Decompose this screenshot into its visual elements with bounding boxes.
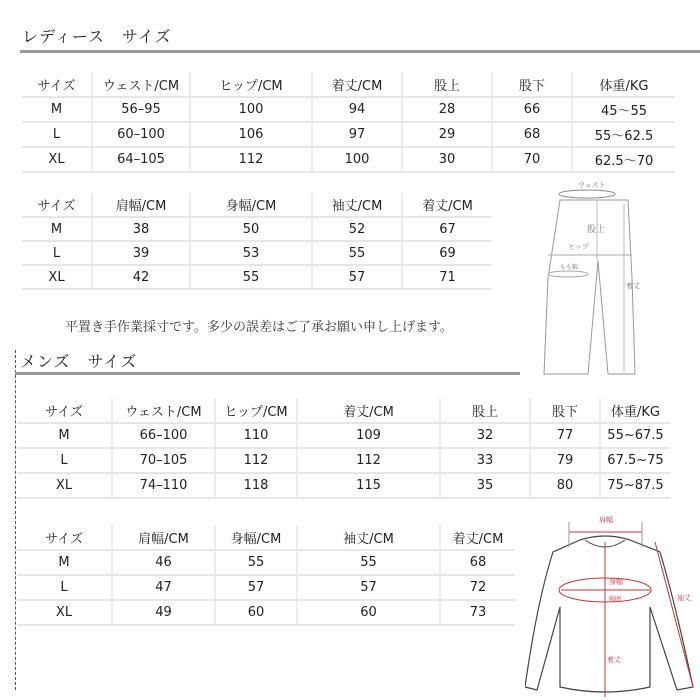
table-cell: 39 (92, 241, 190, 265)
women-section-title: レディース サイズ (22, 27, 172, 46)
table-cell: L (17, 448, 112, 473)
table-cell: 45～55 (572, 97, 675, 122)
table-cell: 75~87.5 (600, 473, 670, 498)
table-cell: 55 (297, 550, 440, 575)
column-header: 体重/KG (572, 72, 675, 97)
table-row (22, 122, 675, 147)
table-cell: XL (17, 600, 112, 625)
column-header: 肩幅/CM (112, 525, 215, 550)
column-header: 身幅/CM (215, 525, 297, 550)
table-cell: 38 (92, 217, 190, 241)
table-cell: 60 (215, 600, 297, 625)
column-header: 股下 (530, 398, 600, 423)
table-row (17, 575, 515, 600)
table-cell: 55 (215, 550, 297, 575)
table-cell: 66 (492, 97, 572, 122)
column-header: サイズ (22, 72, 92, 97)
table-cell: 66–100 (112, 423, 215, 448)
table-cell: M (17, 550, 112, 575)
header-row (17, 525, 515, 550)
table-cell: 112 (190, 147, 312, 172)
table-cell: 112 (297, 448, 440, 473)
table-cell: L (22, 122, 92, 147)
table-cell: 32 (440, 423, 530, 448)
table-cell: 72 (440, 575, 515, 600)
table-cell: XL (22, 147, 92, 172)
table-cell: 33 (440, 448, 530, 473)
table-cell: 62.5～70 (572, 147, 675, 172)
table-cell: 55 (312, 241, 402, 265)
header-row (22, 72, 675, 97)
table-cell: 57 (215, 575, 297, 600)
table-row (17, 448, 670, 473)
label-chest: 胸囲 (609, 596, 622, 603)
table-cell: 74–110 (112, 473, 215, 498)
column-header: 体重/KG (600, 398, 670, 423)
table-cell: 49 (112, 600, 215, 625)
table-cell: 56–95 (92, 97, 190, 122)
table-cell: 112 (215, 448, 297, 473)
table-row (17, 550, 515, 575)
column-header: サイズ (22, 193, 92, 217)
table-cell: 68 (440, 550, 515, 575)
label-hip: ヒップ (568, 243, 589, 251)
table-cell: 69 (402, 241, 492, 265)
column-header: 袖丈/CM (297, 525, 440, 550)
table-cell: 73 (440, 600, 515, 625)
table-row (22, 265, 492, 289)
table-cell: 60–100 (92, 122, 190, 147)
column-header: ウェスト/CM (92, 72, 190, 97)
men-pants-size-table (17, 398, 670, 499)
women-pants-size-table (22, 72, 675, 173)
divider (20, 50, 700, 53)
column-header: ヒップ/CM (215, 398, 297, 423)
table-cell: 57 (312, 265, 402, 289)
table-cell: 29 (402, 122, 492, 147)
table-cell: 52 (312, 217, 402, 241)
table-cell: M (22, 217, 92, 241)
header-row (17, 398, 670, 423)
table-row (17, 473, 670, 498)
table-cell: 109 (297, 423, 440, 448)
column-header: 着丈/CM (297, 398, 440, 423)
label-length: 着丈 (626, 282, 640, 290)
table-cell: 60 (297, 600, 440, 625)
table-cell: 100 (190, 97, 312, 122)
label-body-width: 身幅 (609, 578, 623, 586)
table-cell: M (22, 97, 92, 122)
table-cell: 57 (297, 575, 440, 600)
table-cell: 115 (297, 473, 440, 498)
table-row (17, 600, 515, 625)
label-shoulder: 肩幅 (599, 516, 613, 524)
women-tops-size-table (22, 193, 492, 290)
table-cell: 71 (402, 265, 492, 289)
table-cell: 55 (190, 265, 312, 289)
table-cell: 47 (112, 575, 215, 600)
table-cell: 55~67.5 (600, 423, 670, 448)
table-row (17, 423, 670, 448)
dashed-guide (15, 350, 16, 690)
header-row (22, 193, 492, 217)
column-header: 肩幅/CM (92, 193, 190, 217)
label-thigh: もも幅 (560, 264, 579, 271)
table-cell: 35 (440, 473, 530, 498)
column-header: 着丈/CM (312, 72, 402, 97)
table-cell: 42 (92, 265, 190, 289)
table-cell: 55～62.5 (572, 122, 675, 147)
table-cell: 64–105 (92, 147, 190, 172)
label-waist: ウェスト (578, 181, 606, 189)
table-cell: 67.5~75 (600, 448, 670, 473)
table-cell: 30 (402, 147, 492, 172)
table-cell: 79 (530, 448, 600, 473)
table-cell: 100 (312, 147, 402, 172)
column-header: サイズ (17, 398, 112, 423)
table-cell: 53 (190, 241, 312, 265)
column-header: ヒップ/CM (190, 72, 312, 97)
men-tops-size-table (17, 525, 515, 626)
table-cell: 94 (312, 97, 402, 122)
label-length: 着丈 (607, 656, 621, 664)
table-cell: 68 (492, 122, 572, 147)
measurement-note: 平置き手作業採寸です。多少の誤差はご了承お願い申し上げます。 (65, 320, 453, 335)
column-header: 股上 (440, 398, 530, 423)
table-cell: 70 (492, 147, 572, 172)
column-header: 股下 (492, 72, 572, 97)
label-rise: 股上 (587, 225, 606, 235)
table-cell: XL (22, 265, 92, 289)
table-cell: 50 (190, 217, 312, 241)
table-cell: L (22, 241, 92, 265)
column-header: 着丈/CM (440, 525, 515, 550)
table-row (22, 217, 492, 241)
column-header: ウェスト/CM (112, 398, 215, 423)
table-cell: 46 (112, 550, 215, 575)
table-cell: 80 (530, 473, 600, 498)
label-sleeve: 袖丈 (677, 594, 691, 602)
table-cell: 77 (530, 423, 600, 448)
table-row (22, 241, 492, 265)
table-cell: 28 (402, 97, 492, 122)
divider (15, 372, 520, 375)
table-cell: XL (17, 473, 112, 498)
table-cell: 118 (215, 473, 297, 498)
column-header: 着丈/CM (402, 193, 492, 217)
men-section-title: メンズ サイズ (20, 352, 138, 371)
table-cell: 67 (402, 217, 492, 241)
table-cell: 70–105 (112, 448, 215, 473)
table-cell: M (17, 423, 112, 448)
column-header: 袖丈/CM (312, 193, 402, 217)
table-cell: 97 (312, 122, 402, 147)
table-row (22, 97, 675, 122)
column-header: 股上 (402, 72, 492, 97)
table-row (22, 147, 675, 172)
pants-diagram (540, 178, 660, 378)
table-cell: 110 (215, 423, 297, 448)
shirt-diagram (525, 512, 700, 700)
column-header: 身幅/CM (190, 193, 312, 217)
table-cell: L (17, 575, 112, 600)
table-cell: 106 (190, 122, 312, 147)
column-header: サイズ (17, 525, 112, 550)
